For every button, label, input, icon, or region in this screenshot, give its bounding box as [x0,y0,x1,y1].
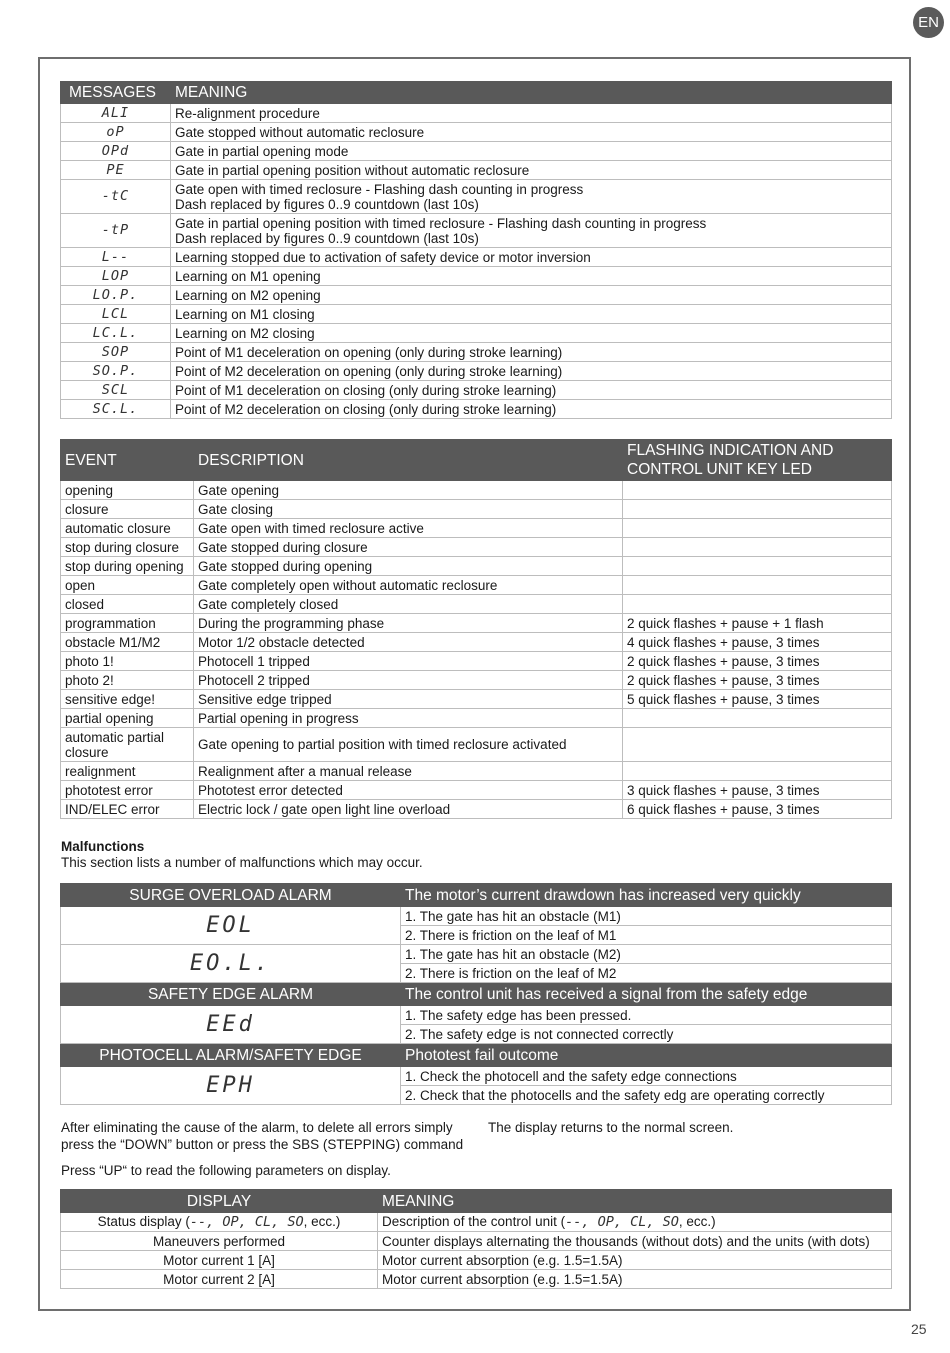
message-row [61,400,892,419]
message-row [61,343,892,362]
message-meaning [171,180,892,214]
event-name [61,728,194,762]
message-code: SOP [61,343,171,362]
event-name [61,762,194,781]
event-header: EVENT [61,440,194,481]
after-text-line2: press the “DOWN” button or press the SBS (STEPPING) command [61,1137,464,1152]
event-row [61,614,892,633]
messages-body [61,104,892,419]
display-row [61,1251,892,1270]
alarm-section-header [61,1044,892,1067]
message-meaning-line: Gate open with timed reclosure - Flashing dash counting in progress [175,181,584,197]
event-flash [623,595,892,614]
event-description: During the programming phase [194,614,623,633]
event-flash [623,538,892,557]
event-name-line: automatic closure [65,520,171,536]
event-description: Gate stopped during opening [194,557,623,576]
status-meaning-label: Description of the control unit ( [382,1214,566,1229]
event-name [61,652,194,671]
event-flash: 4 quick flashes + pause, 3 times [623,633,892,652]
alarm-code: EO.L. [61,945,401,983]
message-meaning [171,324,892,343]
page-number: 25 [911,1321,927,1337]
message-code: LC.L. [61,324,171,343]
language-badge: EN [913,7,944,38]
message-code: oP [61,123,171,142]
event-flash: 6 quick flashes + pause, 3 times [623,800,892,819]
alarm-title: SURGE OVERLOAD ALARM [61,884,401,907]
alarm-code: EPH [61,1067,401,1105]
event-row [61,671,892,690]
event-name [61,800,194,819]
event-name-line: realignment [65,763,136,779]
event-name-line: automatic partial [65,729,165,745]
event-name [61,519,194,538]
message-meaning [171,267,892,286]
message-code: LCL [61,305,171,324]
display-value: Motor current 1 [A] [61,1251,378,1270]
message-meaning [171,104,892,123]
alarm-cause: 1. The gate has hit an obstacle (M2) [401,945,892,964]
event-name [61,633,194,652]
event-flash [623,500,892,519]
event-flash: 2 quick flashes + pause + 1 flash [623,614,892,633]
status-display-suffix: , ecc.) [303,1214,341,1229]
malfunctions-title: Malfunctions [61,839,145,854]
event-row [61,519,892,538]
event-flash [623,728,892,762]
message-row [61,123,892,142]
message-meaning-line: Gate in partial opening position without automatic reclosure [175,162,530,178]
event-name [61,595,194,614]
event-name [61,481,194,500]
message-code: SO.P. [61,362,171,381]
message-row [61,214,892,248]
message-code: SCL [61,381,171,400]
event-description: Partial opening in progress [194,709,623,728]
message-meaning-line: Learning on M1 opening [175,268,321,284]
event-row [61,690,892,709]
event-name [61,500,194,519]
event-name-line: sensitive edge! [65,691,156,707]
event-description: Gate opening [194,481,623,500]
event-row [61,481,892,500]
message-meaning-line: Learning on M2 opening [175,287,321,303]
message-meaning-line: Re-alignment procedure [175,105,320,121]
event-name-line: photo 2! [65,672,114,688]
alarm-cause: 1. The gate has hit an obstacle (M1) [401,907,892,926]
message-meaning-line: Point of M2 deceleration on closing (only during stroke learning) [175,401,557,417]
alarm-meaning: The motor’s current drawdown has increased very quickly [401,884,892,907]
message-row [61,267,892,286]
event-name-line: IND/ELEC error [65,801,160,817]
flashing-header-line2: CONTROL UNIT KEY LED [627,461,812,478]
message-meaning-line: Point of M1 deceleration on closing (only during stroke learning) [175,382,557,398]
event-name [61,538,194,557]
event-flash: 5 quick flashes + pause, 3 times [623,690,892,709]
event-name-line: closure [65,501,109,517]
status-meaning-cell [378,1213,892,1232]
message-row [61,142,892,161]
message-meaning [171,161,892,180]
event-name-line: photo 1! [65,653,114,669]
event-name-line: phototest error [65,782,153,798]
event-description: Gate completely open without automatic reclosure [194,576,623,595]
malfunctions-intro: This section lists a number of malfunctions which may occur. [61,855,423,870]
alarm-meaning: Phototest fail outcome [401,1044,892,1067]
event-flash: 3 quick flashes + pause, 3 times [623,781,892,800]
message-code: L-- [61,248,171,267]
event-flash [623,557,892,576]
message-code: -tC [61,180,171,214]
message-meaning [171,400,892,419]
event-name [61,557,194,576]
alarm-row [61,907,892,926]
events-body [61,481,892,819]
message-code: -tP [61,214,171,248]
event-name-line: obstacle M1/M2 [65,634,161,650]
flashing-header-line1: FLASHING INDICATION AND [627,442,834,459]
event-description: Gate open with timed reclosure active [194,519,623,538]
status-meaning-codes: --, OP, CL, SO [565,1214,679,1230]
alarm-code: EEd [61,1006,401,1044]
event-description: Electric lock / gate open light line overload [194,800,623,819]
event-flash [623,481,892,500]
alarm-section-header [61,983,892,1006]
display-meaning: Motor current absorption (e.g. 1.5=1.5A) [378,1251,892,1270]
event-name [61,781,194,800]
message-row [61,305,892,324]
event-row [61,728,892,762]
message-meaning-line: Point of M2 deceleration on opening (only during stroke learning) [175,363,563,379]
message-meaning [171,248,892,267]
alarm-cause: 2. There is friction on the leaf of M2 [401,964,892,983]
event-row [61,762,892,781]
event-row [61,652,892,671]
event-row [61,500,892,519]
alarm-cause: 2. Check that the photocells and the safety edg are operating correctly [401,1086,892,1105]
display-row [61,1232,892,1251]
display-body [61,1232,892,1289]
event-description: Gate opening to partial position with timed reclosure activated [194,728,623,762]
message-meaning-line: Learning on M1 closing [175,306,315,322]
event-name-line: open [65,577,96,593]
message-row [61,248,892,267]
event-description: Photocell 1 tripped [194,652,623,671]
event-name-line: partial opening [65,710,154,726]
event-name [61,614,194,633]
alarm-meaning: The control unit has received a signal from the safety edge [401,983,892,1006]
event-row [61,633,892,652]
status-display-cell [61,1213,378,1232]
message-meaning [171,343,892,362]
alarm-section-header [61,884,892,907]
message-row [61,324,892,343]
event-description: Photocell 2 tripped [194,671,623,690]
message-meaning-line: Learning on M2 closing [175,325,315,341]
status-display-codes: --, OP, CL, SO [189,1214,304,1230]
message-code: ALI [61,104,171,123]
event-row [61,781,892,800]
message-meaning [171,142,892,161]
message-meaning [171,381,892,400]
event-name [61,690,194,709]
display-meaning: Motor current absorption (e.g. 1.5=1.5A) [378,1270,892,1289]
event-description: Motor 1/2 obstacle detected [194,633,623,652]
alarm-title: SAFETY EDGE ALARM [61,983,401,1006]
message-meaning-line2: Dash replaced by figures 0..9 countdown (last 10s) [175,196,479,212]
message-code: LO.P. [61,286,171,305]
status-meaning-suffix: , ecc.) [678,1214,716,1229]
display-table [60,1189,892,1289]
message-code: OPd [61,142,171,161]
message-code: LOP [61,267,171,286]
after-text-right: The display returns to the normal screen. [488,1120,734,1135]
events-table [60,439,892,819]
messages-header: MESSAGES [61,82,171,104]
alarm-cause: 2. The safety edge is not connected correctly [401,1025,892,1044]
message-row [61,362,892,381]
alarms-table [60,883,892,1105]
status-display-row [61,1213,892,1232]
display-meaning-header: MEANING [378,1190,892,1213]
message-meaning [171,305,892,324]
message-code: SC.L. [61,400,171,419]
event-name-line: opening [65,482,114,498]
message-meaning-line2: Dash replaced by figures 0..9 countdown (last 10s) [175,230,479,246]
event-name-line: stop during closure [65,539,180,555]
event-description: Gate stopped during closure [194,538,623,557]
message-meaning [171,286,892,305]
message-meaning-line: Learning stopped due to activation of safety device or motor inversion [175,249,591,265]
messages-table [60,81,892,419]
event-flash [623,762,892,781]
event-name [61,576,194,595]
event-row [61,709,892,728]
display-value: Motor current 2 [A] [61,1270,378,1289]
press-up-text: Press “UP“ to read the following parameters on display. [61,1163,391,1178]
alarm-row [61,1067,892,1086]
event-row [61,595,892,614]
message-row [61,180,892,214]
display-meaning: Counter displays alternating the thousands (without dots) and the units (with dots) [378,1232,892,1251]
message-meaning-line: Gate stopped without automatic reclosure [175,124,425,140]
event-description: Phototest error detected [194,781,623,800]
flashing-header [623,440,892,481]
alarms-body [61,884,892,1105]
status-display-label: Status display ( [97,1214,190,1229]
event-description: Realignment after a manual release [194,762,623,781]
display-value: Maneuvers performed [61,1232,378,1251]
event-name-line: stop during opening [65,558,184,574]
alarm-cause: 2. There is friction on the leaf of M1 [401,926,892,945]
message-row [61,286,892,305]
message-meaning [171,214,892,248]
message-code: PE [61,161,171,180]
message-row [61,381,892,400]
event-row [61,576,892,595]
event-name-line: programmation [65,615,156,631]
event-row [61,557,892,576]
message-meaning-line: Gate in partial opening position with timed reclosure - Flashing dash counting in progress [175,215,707,231]
message-meaning [171,362,892,381]
after-text-line1: After eliminating the cause of the alarm, to delete all errors simply [61,1120,453,1135]
meaning-header: MEANING [171,82,892,104]
event-row [61,800,892,819]
event-name-line2: closure [65,744,109,760]
alarm-title: PHOTOCELL ALARM/SAFETY EDGE [61,1044,401,1067]
event-name [61,671,194,690]
display-row [61,1270,892,1289]
alarm-row [61,1006,892,1025]
alarm-cause: 1. Check the photocell and the safety edge connections [401,1067,892,1086]
description-header: DESCRIPTION [194,440,623,481]
alarm-row [61,945,892,964]
alarm-cause: 1. The safety edge has been pressed. [401,1006,892,1025]
message-row [61,161,892,180]
event-flash: 2 quick flashes + pause, 3 times [623,671,892,690]
message-meaning-line: Gate in partial opening mode [175,143,349,159]
event-flash [623,519,892,538]
message-row [61,104,892,123]
event-flash [623,576,892,595]
message-meaning [171,123,892,142]
event-description: Gate completely closed [194,595,623,614]
event-description: Sensitive edge tripped [194,690,623,709]
message-meaning-line: Point of M1 deceleration on opening (only during stroke learning) [175,344,563,360]
alarm-code: EOL [61,907,401,945]
event-name-line: closed [65,596,105,612]
event-flash [623,709,892,728]
event-flash: 2 quick flashes + pause, 3 times [623,652,892,671]
event-name [61,709,194,728]
event-row [61,538,892,557]
event-description: Gate closing [194,500,623,519]
display-header: DISPLAY [61,1190,378,1213]
